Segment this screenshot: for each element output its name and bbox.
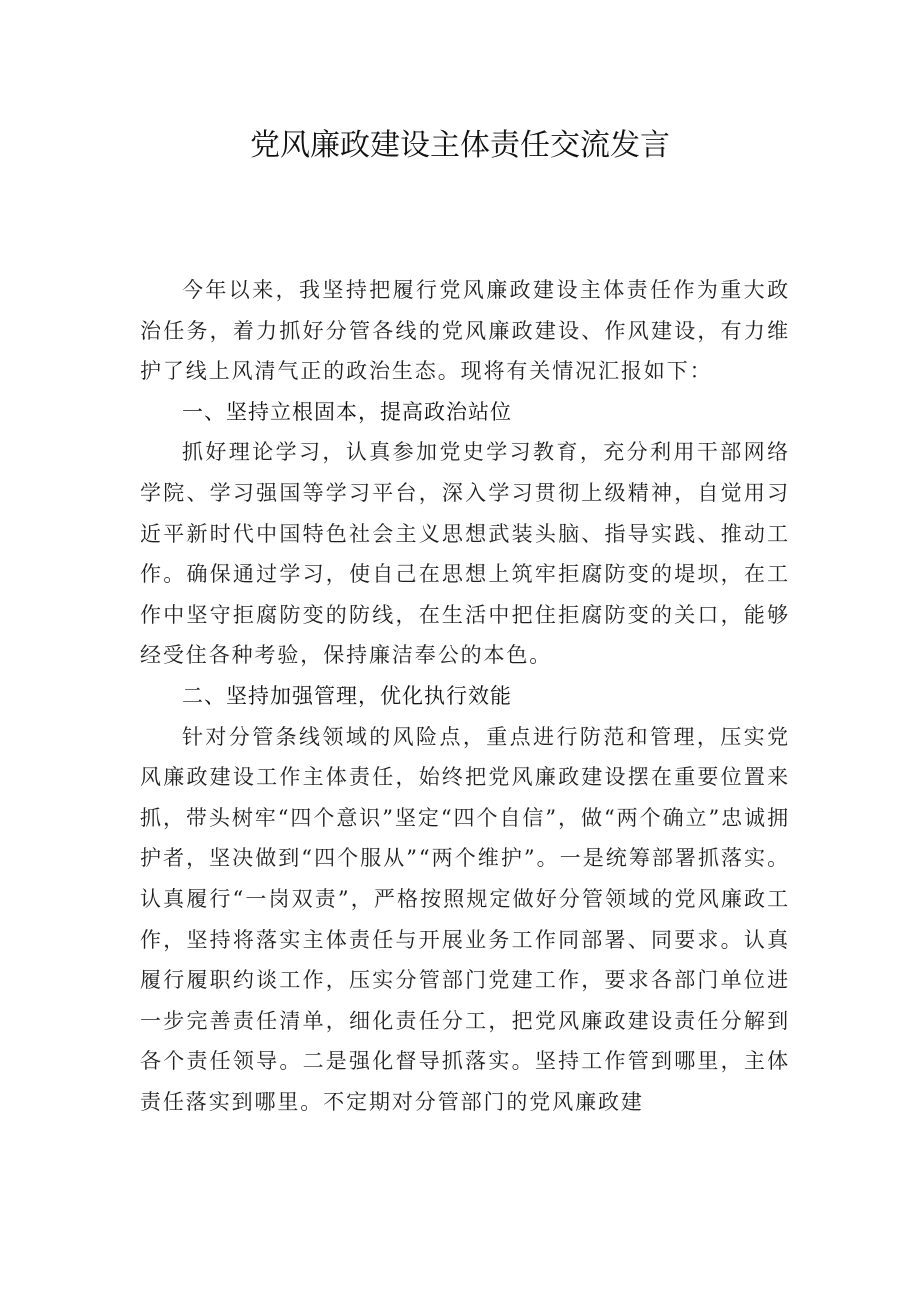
section-heading-2: 二、坚持加强管理，优化执行效能 <box>182 683 512 708</box>
section-2-paragraph: 针对分管条线领域的风险点，重点进行防范和管理，压实党风廉政建设工作主体责任，始终把党风廉政建设摆在重要位置来抓，带头树牢“四个意识”坚定“四个自信”，做“两个确立”忠诚拥护者，坚决做到“四个服从”“两个维护”。一是统筹部署抓落实。认真履行“一岗双责”，严格按照规定做好分管领域的党风廉政工作，坚持将落实主体责任与开展业务工作同部署、同要求。认真履行履职约谈工作，压实分管部门党建工作，要求各部门单位进一步完善责任清单，细化责任分工，把党风廉政建设责任分解到各个责任领导。二是强化督导抓落实。坚持工作管到哪里，主体责任落实到哪里。不定期对分管部门的党风廉政建 <box>140 724 790 1114</box>
document-title: 党风廉政建设主体责任交流发言 <box>250 128 670 163</box>
intro-paragraph: 今年以来，我坚持把履行党风廉政建设主体责任作为重大政治任务，着力抓好分管各线的党风廉政建设、作风建设，有力维护了线上风清气正的政治生态。现将有关情况汇报如下： <box>140 278 790 384</box>
section-heading-1: 一、坚持立根固本，提高政治站位 <box>182 399 512 424</box>
document-body <box>140 270 790 1122</box>
section-1-paragraph: 抓好理论学习，认真参加党史学习教育，充分利用干部网络学院、学习强国等学习平台，深入学习贯彻上级精神，自觉用习近平新时代中国特色社会主义思想武装头脑、指导实践、推动工作。确保通过学习，使自己在思想上筑牢拒腐防变的堤坝，在工作中坚守拒腐防变的防线，在生活中把住拒腐防变的关口，能够经受住各种考验，保持廉洁奉公的本色。 <box>140 440 790 668</box>
